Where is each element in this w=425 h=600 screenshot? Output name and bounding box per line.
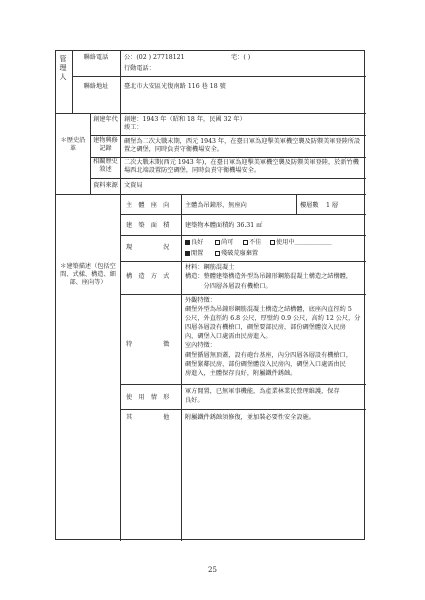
- status-option-idle[interactable]: 閒置: [185, 250, 203, 258]
- other-value: 附屬鐵件銹蝕須修復，並加裝必要性安全設施。: [185, 414, 315, 421]
- checkbox-icon: [215, 240, 220, 245]
- feature-line-6: 碉堡循層無頂蓋，設有砲台基座，內分四層各層設有機槍口，: [185, 352, 353, 359]
- history-section-label: ＊歷史沿革: [60, 137, 86, 152]
- phone-office-value: 公：(02 ) 27718121: [124, 54, 185, 61]
- status-option-good[interactable]: 良好: [185, 239, 203, 247]
- history-value-2: 二次大戰末期(西元 1943 年)，在臺日軍為迎擊美軍機空襲及防禦美軍登陸，於新竹機場西北端設置防空碉堡，同時負責守衛機場安全。: [124, 159, 359, 174]
- usage-label: 使 用 情 形: [126, 394, 170, 401]
- history-value-1: 碉堡為二次大戰末期，西元 1943 年，在臺日軍為迎擊美軍機空襲及防禦美軍登陸所設置之碉堡，同時負責守衛機場安全。: [124, 138, 361, 153]
- form-table: [55, 50, 365, 540]
- page-number: 25: [208, 566, 217, 574]
- status-option-poor[interactable]: 不佳: [243, 239, 261, 247]
- body-orientation-value: 主體為吊鐘形，無座向: [185, 202, 247, 209]
- phone-home-value: 宅：( ): [231, 54, 251, 61]
- floors-value: 1 層: [326, 202, 339, 209]
- usage-line-1: 良好。: [185, 397, 204, 404]
- feature-line-2: 公尺，外直徑約 6.8 公尺，厚壁約 0.9 公尺，高約 12 公尺，分: [185, 315, 361, 322]
- feature-line-7: 碉堡緊鄰民房，部份碉堡體沒入民房內，碉堡入口處需由民: [185, 361, 346, 368]
- manager-label: 管理人: [59, 55, 67, 81]
- structure-label: 構 造 方 式: [126, 273, 170, 280]
- feature-line-1: 碉堡外型為吊鐘形鋼筋混凝土構造之結構體，底座內直徑約 5: [185, 306, 352, 313]
- address-value: 臺北市大安區光復南路 116 巷 18 號: [124, 83, 226, 90]
- phone-label: 聯絡電話: [83, 54, 109, 61]
- feature-label: 特 徵: [126, 341, 170, 348]
- history-label-3: 資料來源: [93, 182, 118, 189]
- feature-line-5: 室內特徵：: [185, 342, 216, 349]
- feature-line-3: 四層各層設有機槍口，碉堡要部民房，部份碉堡體沒入民房: [185, 324, 346, 331]
- floors-label: 樓層數: [300, 202, 319, 209]
- status-option-fair[interactable]: 尚可: [215, 239, 233, 247]
- area-label: 建 築 面 積: [126, 222, 170, 229]
- structure-line-2: 分四層各層設有機槍口。: [185, 283, 272, 290]
- structure-line-1: 構造：整體建築構造外型為吊鐘形鋼筋混凝土構造之結構體，: [185, 273, 353, 280]
- checkbox-icon: [243, 240, 248, 245]
- status-option-ruined[interactable]: 殘破荒廢棄置: [215, 250, 258, 258]
- status-label: 現 況: [126, 244, 170, 251]
- mobile-value: 行動電話：: [124, 65, 155, 72]
- history-value-0b: 竣工：: [124, 124, 143, 131]
- checkbox-icon: [270, 240, 275, 245]
- checkbox-checked-icon: [185, 240, 190, 245]
- feature-line-8: 房進入，主體保存良好，附屬鐵件銹蝕。: [185, 370, 297, 377]
- history-label-1: 建物興修記錄: [93, 137, 118, 152]
- other-label: 其 他: [126, 414, 170, 421]
- feature-line-0: 外觀特徵：: [185, 297, 216, 304]
- area-value: 建築物本體面積約 36.31 ㎡: [185, 222, 263, 229]
- history-label-0: 創建年代: [93, 116, 118, 123]
- structure-line-0: 材料：鋼筋混凝土: [185, 264, 235, 271]
- usage-line-0: 軍方閒置，已無軍事機能，為產業林業民營理維護，保存: [185, 388, 340, 395]
- status-option-in-use[interactable]: 使用中＿＿＿＿＿＿: [270, 239, 332, 247]
- checkbox-icon: [215, 251, 220, 256]
- checkbox-checked-icon: [185, 251, 190, 256]
- address-label: 聯絡地址: [83, 83, 109, 90]
- feature-line-4: 內，碉堡入口處需由民房進入。: [185, 333, 272, 340]
- building-section-label: ＊建築描述（包括空間、式樣、構造、細部、座向等）: [60, 263, 116, 286]
- history-label-2: 相關歷史敘述: [93, 158, 118, 173]
- history-value-3: 文資局: [124, 182, 143, 189]
- history-value-0: 創建：1943 年（昭和 18 年，民國 32 年）: [124, 116, 246, 123]
- body-orientation-label: 主 體 座 向: [126, 202, 170, 209]
